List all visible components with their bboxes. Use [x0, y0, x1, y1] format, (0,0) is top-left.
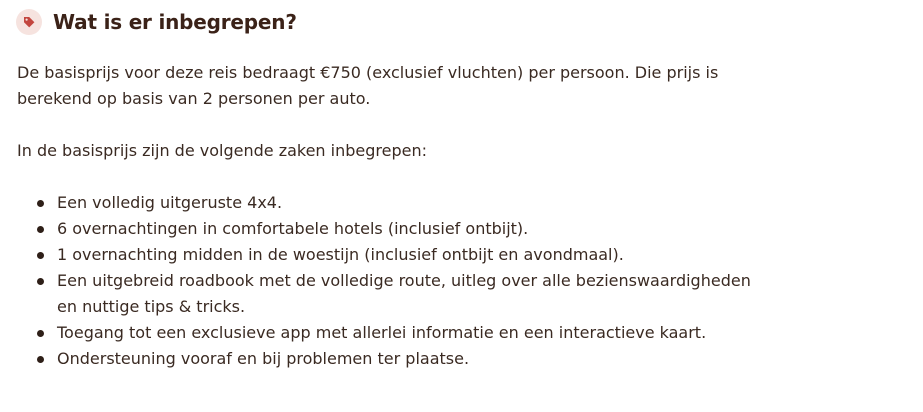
bullet-icon: [37, 278, 44, 285]
list-item: [17, 346, 751, 372]
list-intro: In de basisprijs zijn de volgende zaken inbegrepen:: [17, 141, 427, 160]
list-item: [17, 242, 751, 268]
bullet-icon: [37, 356, 44, 363]
bullet-icon: [37, 226, 44, 233]
list-item-text: en nuttige tips & tricks.: [57, 297, 246, 316]
included-items-list: [17, 190, 751, 372]
bullet-icon: [37, 200, 44, 207]
list-item: [17, 320, 751, 346]
list-item-text: Een volledig uitgeruste 4x4.: [57, 193, 283, 212]
list-item-text: 1 overnachting midden in de woestijn (inclusief ontbijt en avondmaal).: [57, 245, 624, 264]
price-description: [17, 60, 718, 112]
list-item: [17, 216, 751, 242]
price-description-line: De basisprijs voor deze reis bedraagt €750 (exclusief vluchten) per persoon. Die prijs is: [17, 63, 719, 82]
section-header: [16, 8, 297, 36]
section-title: Wat is er inbegrepen?: [53, 10, 297, 34]
list-item-text: 6 overnachtingen in comfortabele hotels (inclusief ontbijt).: [57, 219, 529, 238]
bullet-icon: [37, 252, 44, 259]
list-item: [17, 190, 751, 216]
bullet-icon: [37, 330, 44, 337]
price-tag-icon: [16, 9, 42, 35]
list-item-text: Toegang tot een exclusieve app met allerlei informatie en een interactieve kaart.: [57, 323, 707, 342]
list-item-text: Ondersteuning vooraf en bij problemen ter plaatse.: [57, 349, 470, 368]
list-item-text: Een uitgebreid roadbook met de volledige route, uitleg over alle bezienswaardigheden: [57, 271, 751, 290]
list-item: [17, 268, 751, 320]
price-description-line: berekend op basis van 2 personen per auto.: [17, 89, 371, 108]
